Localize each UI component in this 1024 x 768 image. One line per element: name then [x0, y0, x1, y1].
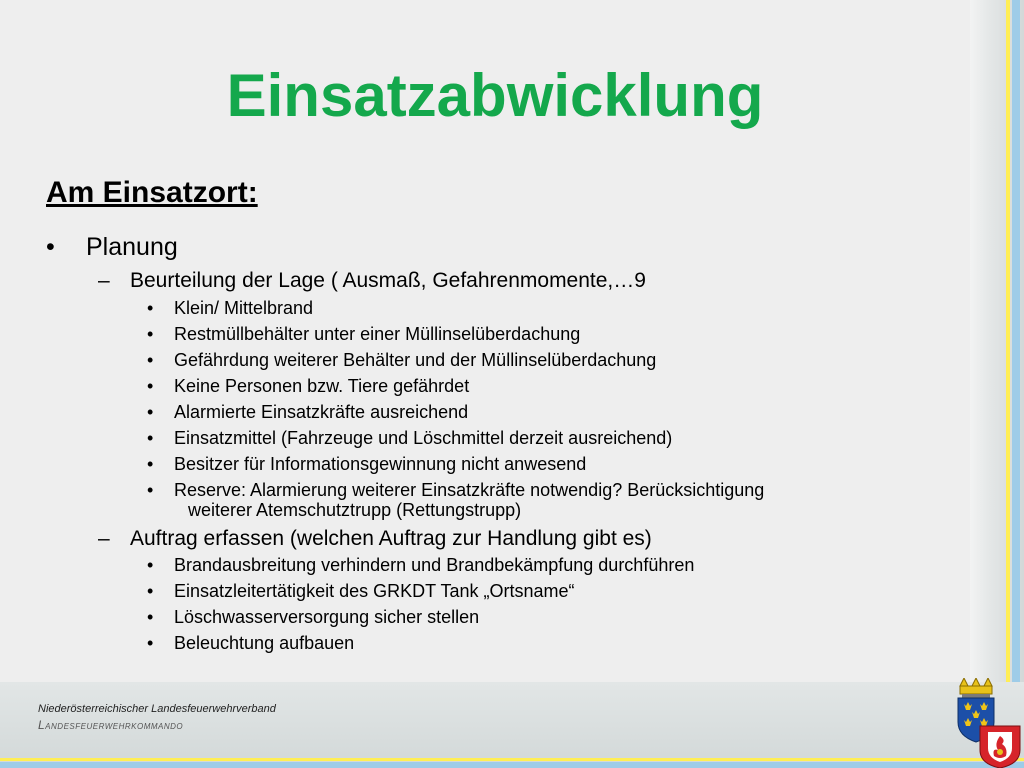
slide-subtitle: Am Einsatzort:	[46, 176, 258, 209]
dash-glyph: –	[98, 527, 110, 550]
list-item-text: Alarmierte Einsatzkräfte ausreichend	[174, 402, 469, 422]
bullet-text: Planung	[86, 233, 178, 261]
list-item-text: Einsatzleitertätigkeit des GRKDT Tank „Ortsname“	[174, 581, 575, 601]
crown-icon	[960, 678, 992, 698]
list-item-text: Klein/ Mittelbrand	[174, 298, 314, 318]
footer-yellow-stripe	[0, 758, 1024, 761]
list-item-text: Brandausbreitung verhindern und Brandbekämpfung durchführen	[174, 555, 695, 575]
list-item-text: Beleuchtung aufbauen	[174, 633, 355, 653]
bullet-glyph: •	[46, 233, 55, 261]
dash-glyph: –	[98, 269, 110, 292]
bullet-glyph: •	[147, 350, 154, 370]
bullet-glyph: •	[147, 402, 154, 422]
right-yellow-stripe	[1006, 0, 1010, 700]
slide-title: Einsatzabwicklung	[226, 62, 764, 129]
right-blue-stripe	[1012, 0, 1020, 700]
list-item-text: Einsatzmittel (Fahrzeuge und Löschmittel derzeit ausreichend)	[174, 428, 673, 448]
bullet-glyph: •	[147, 633, 154, 653]
list-item-text: Besitzer für Informationsgewinnung nicht anwesend	[174, 454, 587, 474]
bullet-glyph: •	[147, 298, 154, 318]
bullet-glyph: •	[147, 324, 154, 344]
bullet-glyph: •	[147, 607, 154, 627]
bullet-glyph: •	[147, 454, 154, 474]
list-item-text: Gefährdung weiterer Behälter und der Müllinselüberdachung	[174, 350, 657, 370]
footer-org-command: Landesfeuerwehrkommando	[38, 718, 184, 732]
bullet-glyph: •	[147, 428, 154, 448]
list-item-text: Keine Personen bzw. Tiere gefährdet	[174, 376, 470, 396]
lower-austria-fire-brigade-coat-of-arms-icon	[948, 678, 1024, 768]
fire-brigade-shield-icon	[980, 726, 1020, 768]
bullet-glyph: •	[147, 376, 154, 396]
bullet-glyph: •	[147, 555, 154, 575]
list-item-text: Löschwasserversorgung sicher stellen	[174, 607, 480, 627]
sub-item-text: Auftrag erfassen (welchen Auftrag zur Handlung gibt es)	[130, 527, 652, 550]
list-item-text: Reserve: Alarmierung weiterer Einsatzkräfte notwendig? Berücksichtigung	[174, 480, 765, 500]
bullet-glyph: •	[147, 581, 154, 601]
footer-blue-stripe	[0, 762, 1024, 768]
list-item-text: weiterer Atemschutztrupp (Rettungstrupp)	[188, 500, 522, 520]
footer-org-name: Niederösterreichischer Landesfeuerwehrverband	[38, 703, 276, 715]
sub-item-text: Beurteilung der Lage ( Ausmaß, Gefahrenmomente,…9	[130, 269, 646, 292]
bullet-glyph: •	[147, 480, 154, 500]
list-item-text: Restmüllbehälter unter einer Müllinselüberdachung	[174, 324, 581, 344]
